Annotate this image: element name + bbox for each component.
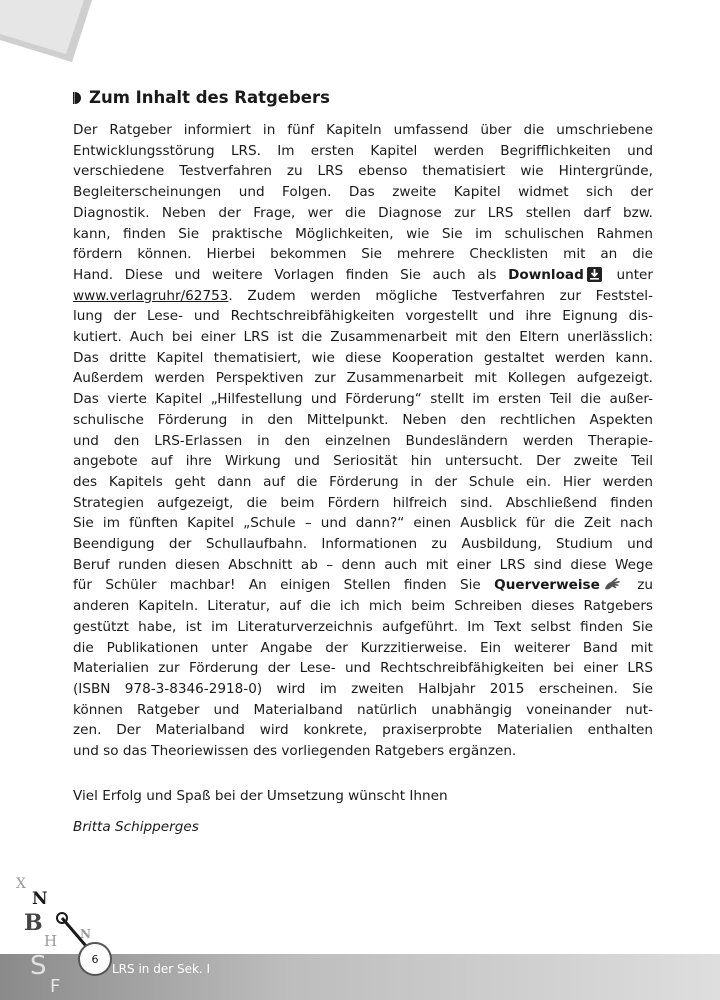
text-line-crossref xyxy=(73,575,653,596)
text-line: schulische Förderung in den Mittelpunkt. Neben den rechtlichen Aspekten xyxy=(73,411,653,428)
publisher-link[interactable]: www.verlagruhr/62753 xyxy=(73,287,229,304)
text-line: Das dritte Kapitel thematisiert, wie diese Kooperation gestaltet werden kann. xyxy=(73,349,653,366)
author-signature: Britta Schipperges xyxy=(73,818,199,835)
text-line: kann, finden Sie praktische Möglichkeiten, wie Sie im schulischen Rahmen xyxy=(73,225,653,242)
text-line: Der Ratgeber informiert in fünf Kapiteln umfassend über die umschriebene xyxy=(73,122,653,138)
text-line: (ISBN 978-3-8346-2918-0) wird im zweiten Halbjahr 2015 erscheinen. Sie xyxy=(73,680,653,697)
crossref-term: Querverweise xyxy=(494,577,600,594)
text-span: unter xyxy=(604,266,654,283)
publisher-logo xyxy=(10,870,130,1000)
text-line: Entwicklungsstörung LRS. Im ersten Kapitel werden Begrifflichkeiten und xyxy=(73,142,653,159)
section-heading xyxy=(73,88,653,107)
text-line: und so das Theoriewissen des vorliegenden Ratgebers ergänzen. xyxy=(73,743,517,760)
download-term: Download xyxy=(508,266,584,283)
text-line: und den LRS-Erlassen in den einzelnen Bundesländern werden Therapie- xyxy=(73,432,653,449)
page-number-badge xyxy=(78,942,112,976)
section-heading-text: Zum Inhalt des Ratgebers xyxy=(89,88,330,107)
text-line: Materialien zur Förderung der Lese- und Rechtschreibfähigkeiten bei einer LRS xyxy=(73,660,653,677)
page-content xyxy=(73,88,653,835)
text-line-download xyxy=(73,265,653,286)
logo-letter: H xyxy=(44,932,58,950)
text-line-link xyxy=(73,286,653,307)
text-line: Begleiterscheinungen und Folgen. Das zweite Kapitel widmet sich der xyxy=(73,184,653,201)
logo-letter: B xyxy=(24,910,43,936)
text-line: Sie im fünften Kapitel „Schule – und dann?“ einen Ausblick für die Zeit nach xyxy=(73,515,653,532)
text-line: lung der Lese- und Rechtschreibfähigkeiten vorgestellt und ihre Eignung dis- xyxy=(73,308,653,325)
footer-title: LRS in der Sek. I xyxy=(112,962,211,976)
body-paragraph xyxy=(73,120,653,762)
text-line: verschiedene Testverfahren zu LRS ebenso thematisiert wie Hintergründe, xyxy=(73,163,653,180)
text-span: zu xyxy=(623,577,653,594)
pointing-hand-icon xyxy=(603,576,621,592)
half-circle-bullet-icon xyxy=(73,91,83,105)
text-line: anderen Kapiteln. Literatur, auf die ich mich beim Schreiben dieses Ratgebers xyxy=(73,598,653,615)
text-line: angebote auf ihre Wirkung und Seriosität hin untersucht. Der zweite Teil xyxy=(73,453,653,470)
page-number: 6 xyxy=(91,952,99,966)
text-line: die Publikationen unter Angabe der Kurzzitierweise. Ein weiterer Band mit xyxy=(73,639,653,656)
text-span: Hand. Diese und weitere Vorlagen finden Sie auch als xyxy=(73,266,509,283)
text-line: Beruf runden diesen Abschnitt ab – denn auch mit einer LRS sind diese Wege xyxy=(73,556,653,573)
text-line: zen. Der Materialband wird konkrete, praxiserprobte Materialien enthalten xyxy=(73,722,653,739)
text-line: Beendigung der Schullaufbahn. Informationen zu Ausbildung, Studium und xyxy=(73,536,653,553)
text-line: Das vierte Kapitel „Hilfestellung und Förderung“ stellt im ersten Teil die außer- xyxy=(73,391,653,408)
logo-letter: X xyxy=(16,876,26,892)
text-line: des Kapitels geht dann auf die Förderung in der Schule ein. Hier werden xyxy=(73,473,653,490)
text-span: für Schüler machbar! An einigen Stellen finden Sie xyxy=(73,577,495,594)
text-line: Diagnostik. Neben der Frage, wer die Diagnose zur LRS stellen darf bzw. xyxy=(73,204,653,221)
text-line: Strategien aufgezeigt, die beim Fördern hilfreich sind. Abschließend finden xyxy=(73,494,653,511)
logo-letter: N xyxy=(32,889,48,909)
logo-letter: N xyxy=(80,927,91,941)
logo-letter: S xyxy=(30,951,47,981)
page-corner-decoration xyxy=(0,0,120,80)
text-line: kutiert. Auch bei einer LRS ist die Zusammenarbeit mit den Eltern unerlässlich: xyxy=(73,329,653,346)
text-line: können Ratgeber und Materialband natürlich unabhängig voneinander nut- xyxy=(73,701,653,718)
text-line: gestützt habe, ist im Literaturverzeichnis aufgeführt. Im Text selbst finden Sie xyxy=(73,618,653,635)
closing-line: Viel Erfolg und Spaß bei der Umsetzung wünscht Ihnen xyxy=(73,787,448,804)
download-icon xyxy=(587,267,602,282)
logo-letter: F xyxy=(50,976,61,997)
text-line: fördern können. Hierbei bekommen Sie mehrere Checklisten mit an die xyxy=(73,246,653,263)
text-span: . Zudem werden mögliche Testverfahren zur Feststel- xyxy=(228,287,653,304)
text-line: Außerdem werden Perspektiven zur Zusammenarbeit mit Kollegen aufgezeigt. xyxy=(73,370,653,387)
